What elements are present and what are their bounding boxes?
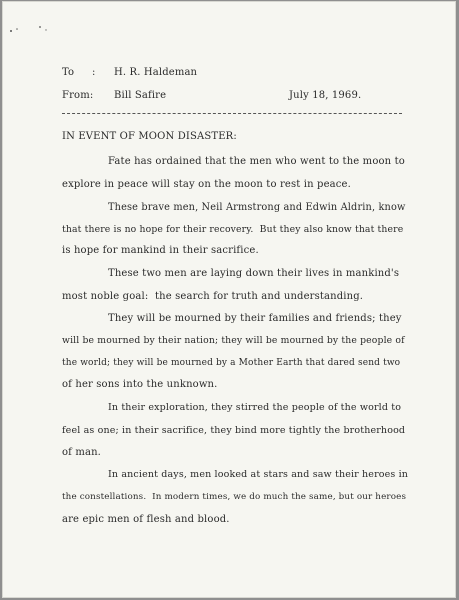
memo-document (2, 1, 456, 598)
to-label: To (62, 67, 75, 78)
body-line: Fate has ordained that the men who went to the moon to (108, 156, 405, 167)
body-line: the world; they will be mourned by a Mother Earth that dared send two (62, 358, 401, 368)
body-line: In their exploration, they stirred the people of the world to (108, 402, 402, 413)
to-separator: : (92, 67, 96, 78)
body-line: of her sons into the unknown. (62, 379, 218, 390)
body-line: will be mourned by their nation; they will be mourned by the people of (62, 335, 405, 346)
body-line: These brave men, Neil Armstrong and Edwin Aldrin, know (108, 202, 406, 213)
from-name: Bill Safire (114, 90, 167, 101)
body-line: explore in peace will stay on the moon to rest in peace. (62, 179, 351, 190)
body-line: These two men are laying down their lives in mankind's (108, 268, 400, 279)
memo-date: July 18, 1969. (289, 90, 362, 101)
to-name: H. R. Haldeman (114, 67, 198, 78)
body-line: In ancient days, men looked at stars and saw their heroes in (108, 469, 409, 480)
body-line: most noble goal: the search for truth and understanding. (62, 291, 364, 302)
memo-page (2, 1, 456, 598)
header-divider (62, 113, 402, 114)
from-label: From: (62, 90, 94, 101)
body-line: is hope for mankind in their sacrifice. (62, 245, 259, 256)
body-line: They will be mourned by their families and friends; they (108, 313, 402, 324)
body-line: are epic men of flesh and blood. (62, 514, 230, 525)
body-line: the constellations. In modern times, we do much the same, but our heroes (62, 492, 407, 502)
body-line: of man. (62, 447, 102, 458)
body-line: that there is no hope for their recovery. But they also know that there (62, 224, 404, 235)
memo-subject: IN EVENT OF MOON DISASTER: (62, 131, 237, 142)
body-line: feel as one; in their sacrifice, they bind more tightly the brotherhood (62, 425, 406, 436)
